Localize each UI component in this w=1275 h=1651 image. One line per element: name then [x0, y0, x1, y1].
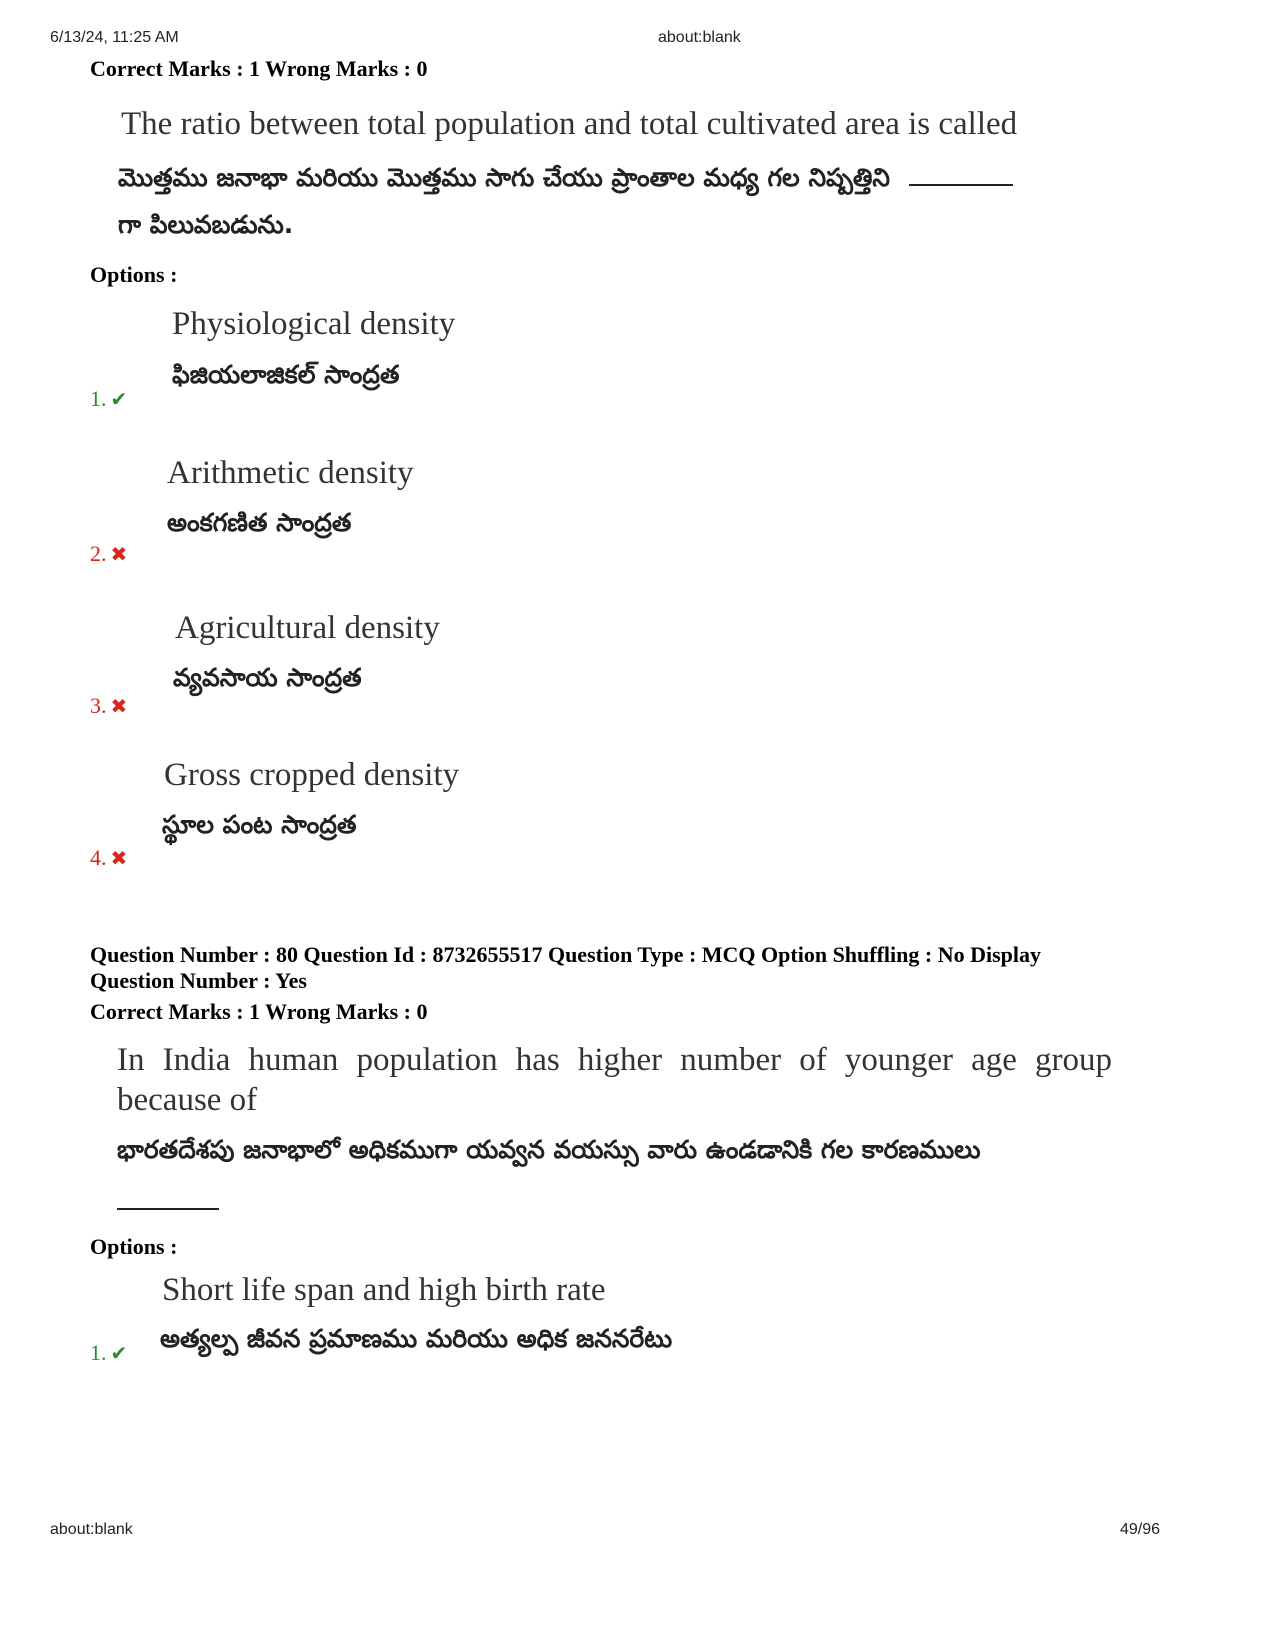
- q79-option4-telugu: స్థూల పంట సాంద్రత: [162, 810, 357, 839]
- print-datetime: 6/13/24, 11:25 AM: [50, 29, 179, 46]
- cross-icon: ✖: [110, 544, 128, 566]
- option-number-text: 2.: [90, 541, 107, 566]
- q79-options-label: Options :: [90, 262, 178, 287]
- q79-option4-number: [90, 845, 127, 871]
- answer-blank: [909, 184, 1013, 186]
- q79-option2-number: [90, 541, 127, 567]
- q79-question-english: The ratio between total population and total cultivated area is called: [121, 106, 1018, 142]
- q79-option3-english: Agricultural density: [175, 610, 440, 646]
- cross-icon: ✖: [110, 848, 128, 870]
- q80-marks: Correct Marks : 1 Wrong Marks : 0: [90, 999, 428, 1024]
- q80-question-telugu: భారతదేశపు జనాభాలో అధికముగా యవ్వన వయస్సు వారు ఉండడానికి గల కారణములు: [117, 1135, 981, 1164]
- q79-option1-number: [90, 386, 127, 412]
- check-icon: ✔: [110, 389, 128, 411]
- q79-option3-number: [90, 693, 127, 719]
- q79-option2-english: Arithmetic density: [167, 455, 414, 491]
- q79-option1-telugu: ఫిజియలాజికల్ సాంద్రత: [172, 360, 400, 389]
- q79-option4-english: Gross cropped density: [164, 757, 460, 793]
- q79-question-telugu-text: మొత్తము జనాభా మరియు మొత్తము సాగు చేయు ప్రాంతాల మధ్య గల నిష్పత్తిని: [118, 163, 890, 192]
- q80-question-english-line1: In India human population has higher number of younger age group: [117, 1042, 1112, 1078]
- print-page-number: 49/96: [1120, 1521, 1161, 1538]
- print-title: about:blank: [658, 29, 741, 46]
- q79-question-telugu-line1: [118, 163, 1013, 199]
- q79-option2-telugu: అంకగణిత సాంద్రత: [167, 508, 352, 537]
- q80-option1-number: [90, 1340, 127, 1366]
- option-number-text: 1.: [90, 386, 107, 411]
- cross-icon: ✖: [110, 696, 128, 718]
- print-footer-url: about:blank: [50, 1521, 133, 1538]
- option-number-text: 3.: [90, 693, 107, 718]
- q80-meta-line2: Question Number : Yes: [90, 968, 307, 993]
- q79-marks: Correct Marks : 1 Wrong Marks : 0: [90, 56, 428, 81]
- q80-meta-line1: Question Number : 80 Question Id : 8732655517 Question Type : MCQ Option Shuffling : No Display: [90, 942, 1042, 967]
- check-icon: ✔: [110, 1343, 128, 1365]
- q79-option1-english: Physiological density: [172, 306, 456, 342]
- q80-question-english-line2: because of: [117, 1082, 258, 1118]
- answer-blank: [117, 1208, 219, 1210]
- q79-question-telugu-line2: గా పిలువబడును.: [118, 210, 294, 239]
- option-number-text: 4.: [90, 845, 107, 870]
- q80-option1-english: Short life span and high birth rate: [162, 1272, 606, 1308]
- q80-options-label: Options :: [90, 1234, 178, 1259]
- q79-option3-telugu: వ్యవసాయ సాంద్రత: [173, 663, 362, 692]
- option-number-text: 1.: [90, 1340, 107, 1365]
- q80-option1-telugu: అత్యల్ప జీవన ప్రమాణము మరియు అధిక జననరేటు: [160, 1324, 673, 1353]
